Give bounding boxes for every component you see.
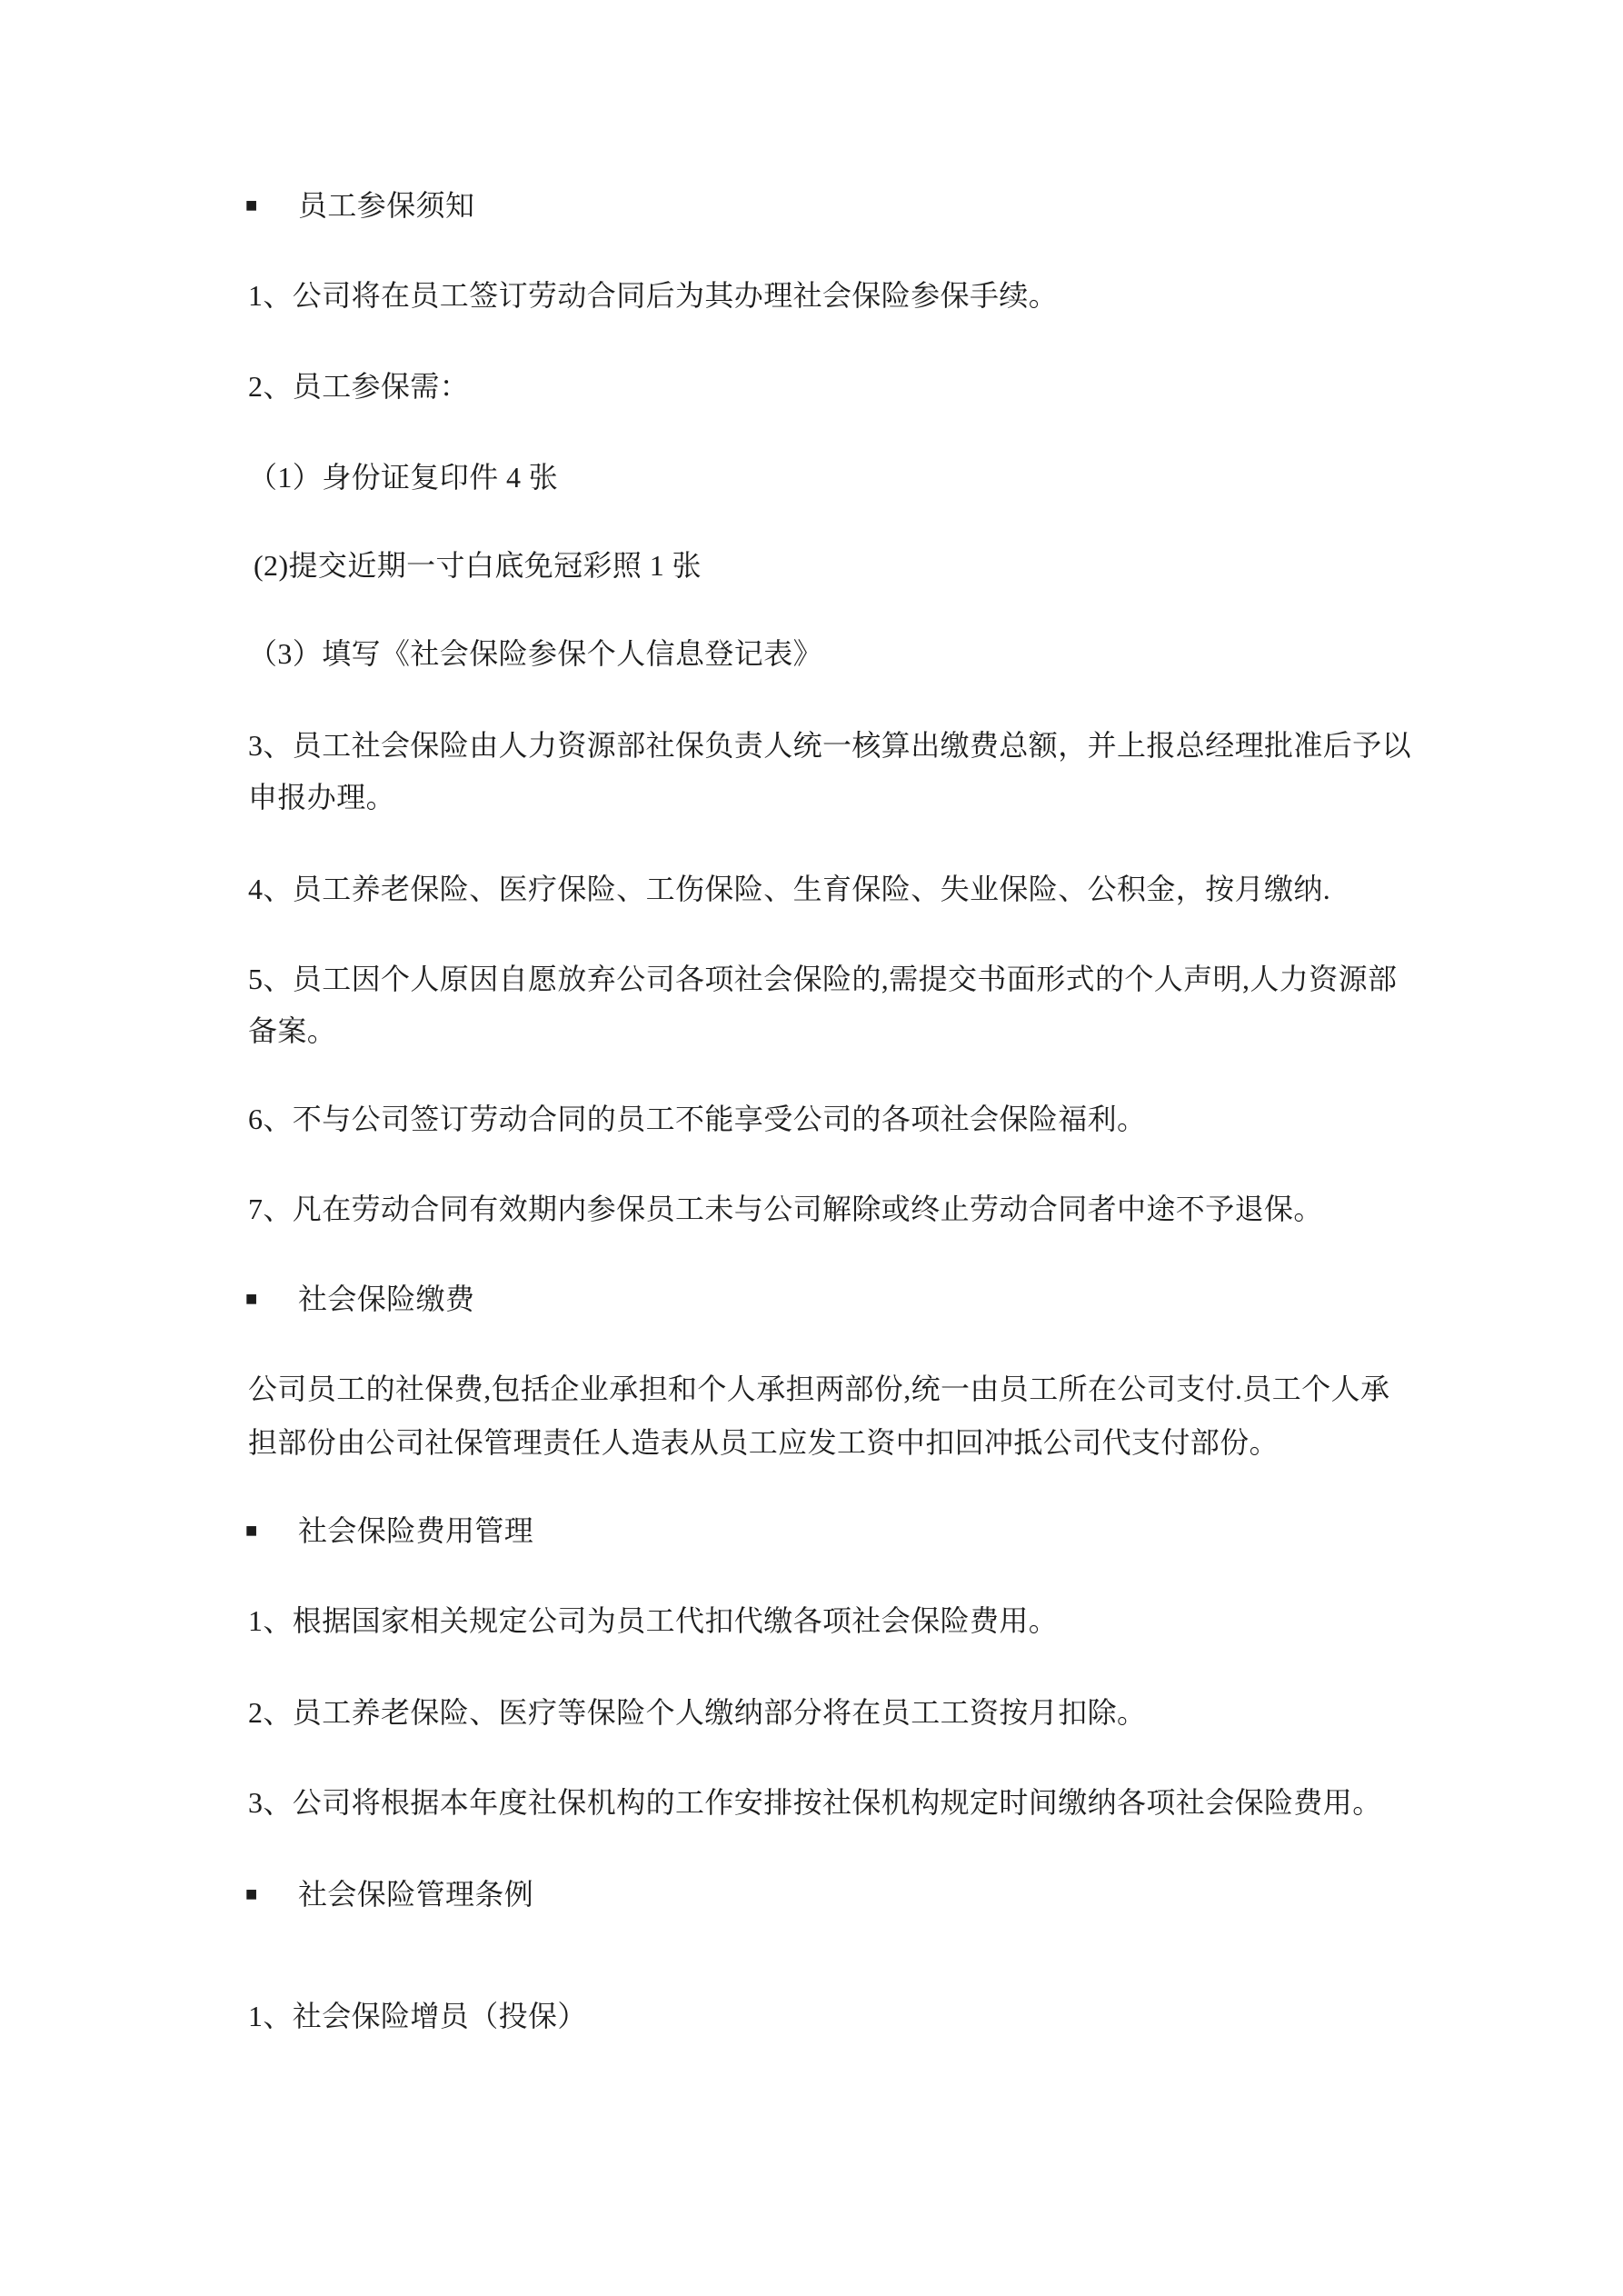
section-title: 社会保险缴费 <box>298 1283 475 1315</box>
regulations-item-1: 1、社会保险增员（投保） <box>248 2000 587 2032</box>
payment-body-line-1: 公司员工的社保费,包括企业承担和个人承担两部份,统一由员工所在公司支付.员工个人承 <box>248 1373 1390 1405</box>
enrollment-item-7: 7、凡在劳动合同有效期内参保员工未与公司解除或终止劳动合同者中途不予退保。 <box>248 1193 1323 1225</box>
enrollment-item-3-line-1: 3、员工社会保险由人力资源部社保负责人统一核算出缴费总额，并上报总经理批准后予以 <box>248 729 1412 762</box>
fee-management-item-2: 2、员工养老保险、医疗等保险个人缴纳部分将在员工工资按月扣除。 <box>248 1696 1147 1729</box>
section-heading-enrollment <box>245 187 474 224</box>
enrollment-item-5-line-2: 备案。 <box>248 1014 337 1047</box>
square-bullet-icon: ■ <box>245 194 258 216</box>
section-heading-fee-management <box>245 1512 533 1549</box>
section-title: 社会保险管理条例 <box>298 1878 534 1911</box>
enrollment-item-2-sub-1: （1）身份证复印件 4 张 <box>248 461 559 494</box>
enrollment-item-2: 2、员工参保需： <box>248 370 470 403</box>
enrollment-item-2-sub-3: （3）填写《社会保险参保个人信息登记表》 <box>248 637 823 670</box>
enrollment-item-1: 1、公司将在员工签订劳动合同后为其办理社会保险参保手续。 <box>248 279 1059 312</box>
enrollment-item-4: 4、员工养老保险、医疗保险、工伤保险、生育保险、失业保险、公积金，按月缴纳. <box>248 873 1331 905</box>
section-title: 社会保险费用管理 <box>298 1514 534 1547</box>
enrollment-item-5-line-1: 5、员工因个人原因自愿放弃公司各项社会保险的,需提交书面形式的个人声明,人力资源部 <box>248 963 1398 995</box>
enrollment-item-3-line-2: 申报办理。 <box>248 781 396 814</box>
enrollment-item-6: 6、不与公司签订劳动合同的员工不能享受公司的各项社会保险福利。 <box>248 1103 1147 1135</box>
payment-body-line-2: 担部份由公司社保管理责任人造表从员工应发工资中扣回冲抵公司代支付部份。 <box>248 1426 1279 1459</box>
square-bullet-icon: ■ <box>245 1519 258 1542</box>
square-bullet-icon: ■ <box>245 1287 258 1310</box>
square-bullet-icon: ■ <box>245 1882 258 1905</box>
fee-management-item-3: 3、公司将根据本年度社保机构的工作安排按社保机构规定时间缴纳各项社会保险费用。 <box>248 1786 1382 1819</box>
section-heading-regulations <box>245 1876 533 1912</box>
section-heading-payment <box>245 1281 474 1317</box>
fee-management-item-1: 1、根据国家相关规定公司为员工代扣代缴各项社会保险费用。 <box>248 1604 1059 1637</box>
enrollment-item-2-sub-2: (2)提交近期一寸白底免冠彩照 1 张 <box>254 549 702 582</box>
section-title: 员工参保须知 <box>298 189 475 222</box>
